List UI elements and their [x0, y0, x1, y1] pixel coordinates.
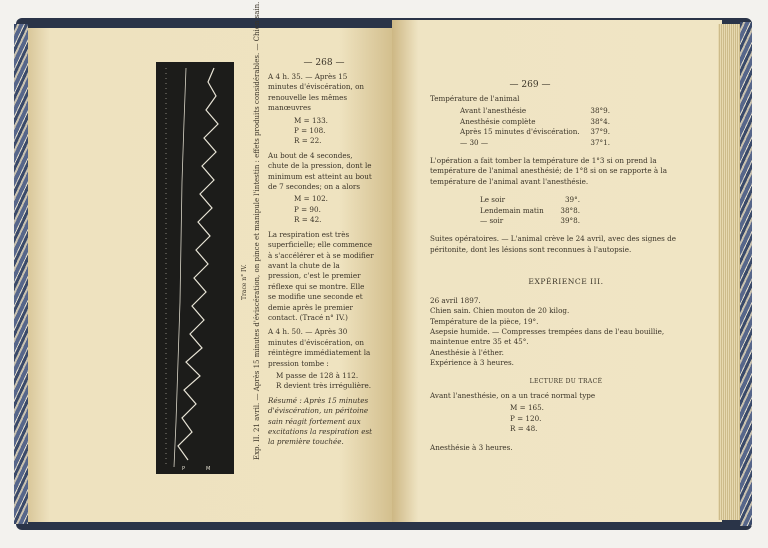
evening-row: Lendemain matin 38°8. [480, 205, 580, 215]
suites-text: Suites opératoires. — L'animal crève le 24 avril, avec des signes de péritonite, dont les lésions sont reconnues à l'autopsie. [430, 234, 677, 254]
left-page-body [268, 72, 374, 448]
equation: R = 42. [294, 215, 322, 225]
plate-caption [241, 1, 265, 460]
exp-line: Température de la pièce, 19°. [430, 316, 539, 326]
paragraph: La respiration est très superficielle; elle commence à s'accélérer et à se modifier avant la chute de la pression, c'est le premier réflexe qui se montre. Elle se modifie une seconde et demie après le premier contact. (Tracé n° IV.) [268, 229, 374, 322]
equation: M = 102. [294, 194, 328, 204]
exp-line: Asepsie humide. — Compresses trempées dans de l'eau bouillie, maintenue entre 35 et 45°. [430, 326, 665, 347]
lecture-intro: Avant l'anesthésie, on a un tracé normal type [430, 390, 596, 400]
marbled-edge-right [740, 22, 752, 526]
exp-line: Expérience à 3 heures. [430, 358, 514, 368]
temp-row: Anesthésie complète 38°4. [460, 116, 610, 126]
right-page-body [430, 94, 702, 453]
equation: M = 133. [294, 115, 328, 125]
paragraph: A 4 h. 35. — Après 15 minutes d'éviscération, on renouvelle les mêmes manœuvres [268, 72, 365, 113]
marbled-edge-left [14, 24, 28, 524]
equation: P = 90. [294, 204, 321, 214]
lecture-title: LECTURE DU TRACÉ [529, 377, 603, 385]
temp-row: Avant l'anesthésie 38°9. [460, 106, 610, 116]
left-page-number: — 268 — [303, 58, 345, 68]
equation: P = 120. [510, 413, 542, 423]
equation: M passe de 128 à 112. [276, 370, 359, 380]
closing-line: Anesthésie à 3 heures. [430, 442, 513, 452]
temp-row: — 30 — 37°1. [460, 137, 610, 147]
paragraph: A 4 h. 50. — Après 30 minutes d'éviscération, on réintègre immédiatement la pression tombe : [268, 327, 371, 368]
equation: R = 48. [510, 424, 538, 434]
kymograph-plate [156, 62, 234, 474]
right-page-number: — 269 — [509, 80, 551, 90]
equation: P = 108. [294, 126, 326, 136]
experience-title: EXPÉRIENCE III. [528, 277, 604, 287]
kymograph-trace [156, 62, 234, 474]
exp-line: Chien sain. Chien mouton de 20 kilog. [430, 306, 570, 316]
temp-header: Température de l'animal [430, 94, 520, 103]
exp-line: Anesthésie à l'éther. [430, 347, 504, 357]
svg-text:M: M [206, 466, 211, 472]
paragraph: Résumé : Après 15 minutes d'éviscération, un péritoine sain réagit fortement aux excitations la respiration est la première touchée. [268, 395, 373, 447]
plate-caption-main: Trace n° IV. [241, 264, 248, 300]
equation: R devient très irrégulière. [276, 381, 371, 391]
plate-caption-side: Exp. II. 21 avril. — Après 15 minutes d'éviscération, on pince et manipule l'intestin : effets produits considérables. — Chien sain. [253, 1, 261, 460]
operation-text: L'opération a fait tomber la température de 1°3 si on prend la température de l'animal anesthésié; de 1°8 si on se rapporte à la température de l'animal avant l'anesthésie. [430, 156, 668, 186]
equation: M = 165. [510, 403, 544, 413]
paragraph: Au bout de 4 secondes, chute de la pression, dont le minimum est atteint au bout de 7 secondes; on a alors [268, 150, 372, 192]
exp-line: 26 avril 1897. [430, 295, 481, 305]
evening-row: Le soir 39°. [480, 195, 580, 205]
svg-text:P: P [182, 466, 186, 472]
equation: R = 22. [294, 136, 322, 146]
page-edges [718, 24, 740, 520]
temp-row: Après 15 minutes d'éviscération. 37°9. [460, 127, 610, 137]
evening-row: — soir 39°8. [480, 216, 580, 226]
